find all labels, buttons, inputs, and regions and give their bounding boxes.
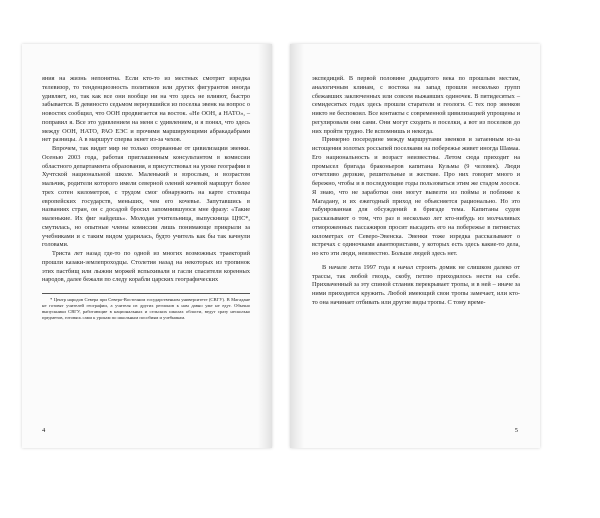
right-page — [290, 44, 540, 448]
paragraph: экспедиций. В первой половине двадцатого века по прошлым местам, аналогичным клинам, с востока на запад прошли несколько групп сбежавших заключенных или совсем выжавших одиночек. В пятидесятых – семидесятых годах здесь прошли старатели и геологи. С тех пор эвенков никто не беспокоил. Все контакты с современной цивилизацией упрощены и регулировали они сами. Они могут сходить в поселки, а вот из поселков до них пройти трудно. Не вспомнишь и некогда. — [312, 75, 520, 135]
page-number: 5 — [514, 427, 518, 434]
footnote-block — [42, 293, 250, 321]
paragraph: Примерно посередине между маршрутами эвенков и затаенным из-за истощения золотых россыпей поселками на побережье живет иногда Шамаа. Его национальность и возраст неизвестны. Летом сюда приходит на промысел бригада браконьеров капитана Кузьмы (9 человек). Люди отчетливо дерзкие, решительные и жесткие. Про них говорят много и бережно, чтобы и в последующие годы пользоваться этим же стадом лосося. Я знаю, что не заработки они могут вывезти из поймы и поближе к Магадану, и их ежегодный приход не объясняется рационально. Но это табуированная для обсуждений в бригаде тема. Капитаны судов рассказывают о том, что раз в несколько лет кто-нибудь из молчаливых отмороженных пассажиров просит высадить его на побережье в пятнистах километрах от Северо-Эвенска. Эвенки тоже изредка рассказывают о встречах с одиночками авантюристами, у которых есть здесь какие-то дела, но кто эти люди, неизвестно. Больше людей здесь нет. — [312, 136, 520, 257]
paragraph: яния на жизнь непонятна. Если кто-то из местных смотрит изредка телевизор, то тенденциозность политиков или других фигурантов иногда удивляет, но, так как все они вообще ни на что здесь не влияют, быстро забывается. В девяносто седьмом вернувшийся из поселка эвенк на вопрос о новостях сообщил, что ООН продвигается на восток. «Не ООН, а НАТО», – поправил я. Все это удивлением на меня с удивлением, и я понял, что здесь между ООН, НАТО, РАО ЕЭС и прочими марширующими абракадабрами нет разницы. А в маршрут сперва экнет из-за чехов. — [42, 75, 250, 144]
page-number: 4 — [42, 427, 46, 434]
footnote: * Центр народов Севера при Северо-Восточном государственном университете (СВГУ). В Магадане не готовят учителей географии, а учителя из других регионов к нам давно уже не едут. Обычно выпускники СВГУ, работающие в национальных и сельских школах области, ведут сразу несколько предметов, готовясь сами к урокам по школьным пособиям и учебникам. — [42, 297, 250, 321]
paragraph: Впрочем, так видит мир не только оторванные от цивилизации эвенки. Осенью 2003 года, работая приглашенным консультантом в комиссии областного департамента образования, я присутствовал на уроке географии в Хучтской национальной школе. Маленький и взрослым, и возрастом мальчик, родители которого имели северной олений кочевой маршрут более трех сотен километров, с трудом смог обнаружить на карте столицы европейских государств, меньших, чем его кочевье. Запутавшись в названиях стран, он с досадой бросил запомнившуюся мне фразу: «Такие маленькие. Их фиг найдешь». Молодая учительница, выпускница ЦНС*, смутилась, но опытные члены комиссии лишь понимающе прикрыли за учебниками и с таким видом ударилась, будто учитель как бы так качнули головами. — [42, 145, 250, 249]
right-page-text — [312, 75, 520, 308]
left-page — [22, 44, 272, 448]
paragraph: В начале лета 1997 года я начал строить домик не слишком далеко от трассы, так любой гвоздь, скобу, петлю приходилось нести на себе. Прихваченный за эту спиной стланик перекрывает тропы, и в ней – иначе за ними приходится кружить. Любой имеющий свои тропы замечает, или кто-то она начинает отбивать или другие виды тропы. С тому време- — [312, 263, 520, 306]
left-page-text — [42, 75, 250, 321]
left-page-gutter-shadow — [258, 44, 272, 448]
paragraph: Триста лет назад где-то по одной из многих возможных траекторий прошли казаки-землепроходцы. Столетия назад на некоторых из тропинок этих пастбищ или лыжни моржей вспыхивали и гасли спасители коренных народов, далее бежали по следу корабли царских географических — [42, 250, 250, 284]
right-page-gutter-shadow — [290, 44, 304, 448]
